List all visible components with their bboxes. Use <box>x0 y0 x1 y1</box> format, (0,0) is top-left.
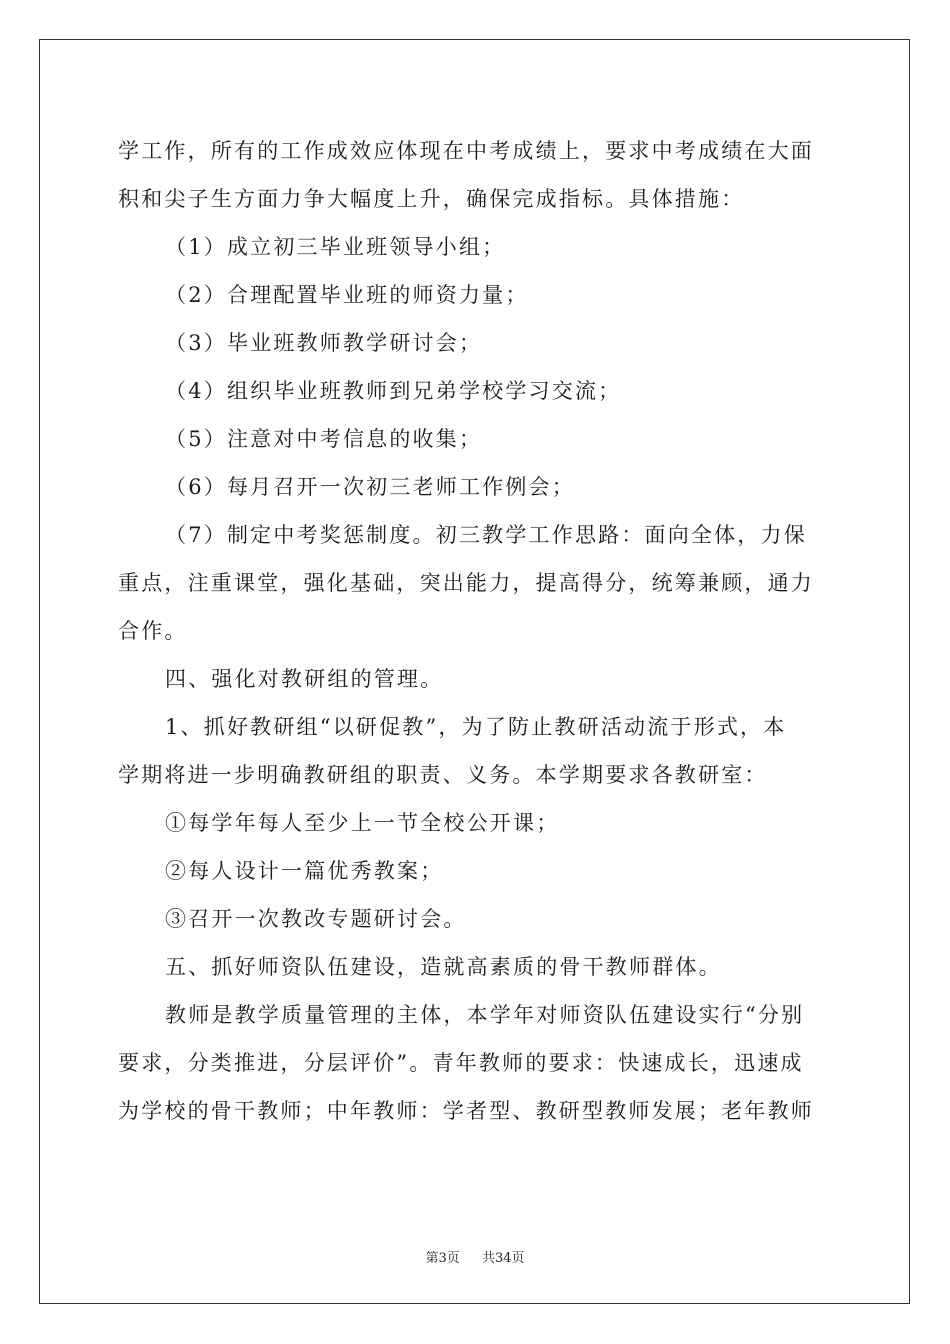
document-body <box>118 127 836 1135</box>
text-line-2: 积和尖子生方面力争大幅度上升，确保完成指标。具体措施： <box>118 187 745 211</box>
text-line-4: （2）合理配置毕业班的师资力量； <box>165 283 529 307</box>
text-line-20: 要求，分类推进，分层评价”。青年教师的要求：快速成长，迅速成 <box>118 1051 804 1075</box>
section-heading-4: 四、强化对教研组的管理。 <box>165 667 444 691</box>
text-line-9: （7）制定中考奖惩制度。初三教学工作思路：面向全体，力保 <box>165 523 807 547</box>
text-line-5: （3）毕业班教师教学研讨会； <box>165 331 483 355</box>
text-line-7: （5）注意对中考信息的收集； <box>165 427 483 451</box>
text-line-11: 合作。 <box>118 619 188 643</box>
total-pages: 共34页 <box>482 1251 525 1266</box>
text-line-21: 为学校的骨干教师；中年教师：学者型、教研型教师发展；老年教师 <box>118 1099 814 1123</box>
text-line-14: 学期将进一步明确教研组的职责、义务。本学期要求各教研室： <box>118 763 768 787</box>
text-line-13: 1、抓好教研组“以研促教”，为了防止教研活动流于形式，本 <box>165 715 787 739</box>
text-line-19: 教师是教学质量管理的主体，本学年对师资队伍建设实行“分别 <box>165 1003 805 1027</box>
text-line-10: 重点，注重课堂，强化基础，突出能力，提高得分，统筹兼顾，通力 <box>118 571 814 595</box>
text-line-1: 学工作，所有的工作成效应体现在中考成绩上，要求中考成绩在大面 <box>118 139 814 163</box>
text-line-6: （4）组织毕业班教师到兄弟学校学习交流； <box>165 379 622 403</box>
page-number: 第3页 <box>425 1251 460 1266</box>
section-heading-5: 五、抓好师资队伍建设，造就高素质的骨干教师群体。 <box>165 955 722 979</box>
text-line-8: （6）每月召开一次初三老师工作例会； <box>165 475 575 499</box>
text-line-16: ②每人设计一篇优秀教案； <box>165 859 444 883</box>
page-footer <box>0 1247 950 1266</box>
text-line-17: ③召开一次教改专题研讨会。 <box>165 907 467 931</box>
text-line-15: ①每学年每人至少上一节全校公开课； <box>165 811 560 835</box>
text-line-3: （1）成立初三毕业班领导小组； <box>165 235 506 259</box>
